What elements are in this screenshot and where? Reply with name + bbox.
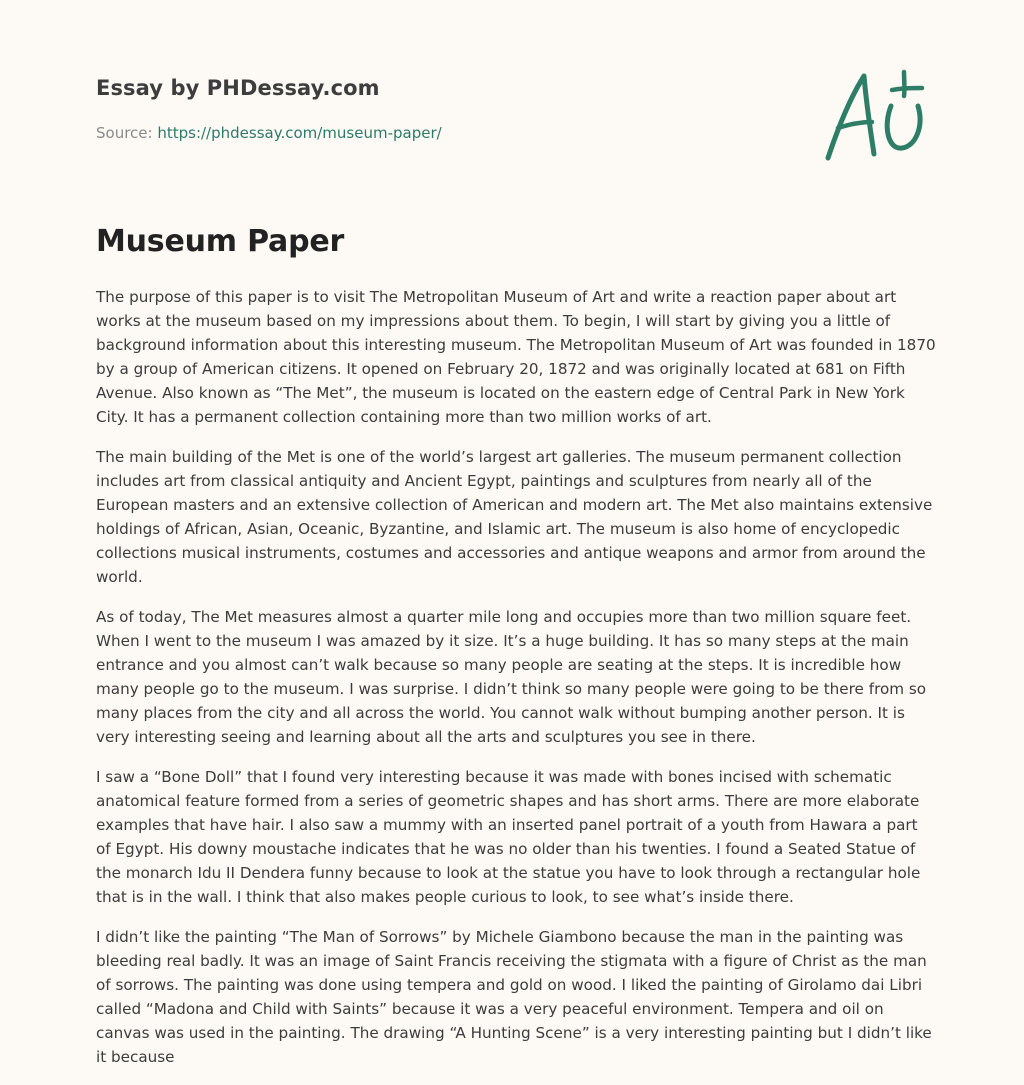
essay-paragraph: As of today, The Met measures almost a quarter mile long and occupies more than two million square feet. When I went to the museum I was amazed by it size. It’s a huge building. It has so many steps at the main entrance and you almost can’t walk because so many people are seating at the steps. It is incredible how many people go to the museum. I was surprise. I didn’t think so many people were going to be there from so many places from the city and all across the world. You cannot walk without bumping another person. It is very interesting seeing and learning about all the arts and sculptures you see in there. xyxy=(96,608,927,746)
essay-title: Museum Paper xyxy=(96,224,345,259)
essay-paragraph: The purpose of this paper is to visit The Metropolitan Museum of Art and write a reaction paper about art works at the museum based on my impressions about them. To begin, I will start by giving you a little of background information about this interesting museum. The Metropolitan Museum of Art was founded in 1870 by a group of American citizens. It opened on February 20, 1872 and was originally located at 681 on Fifth Avenue. Also known as “The Met”, the museum is located on the eastern edge of Central Park in New York City. It has a permanent collection containing more than two million works of art. xyxy=(96,288,936,426)
source-label: Source: xyxy=(96,124,158,142)
a-plus-grade-icon xyxy=(818,66,932,166)
source-link[interactable]: https://phdessay.com/museum-paper/ xyxy=(157,124,442,142)
essay-paragraph: I didn’t like the painting “The Man of Sorrows” by Michele Giambono because the man in the painting was bleeding real badly. It was an image of Saint Francis receiving the stigmata with a figure of Christ as the man of sorrows. The painting was done using tempera and gold on wood. I liked the painting of Girolamo dai Libri called “Madona and Child with Saints” because it was a very peaceful environment. Tempera and oil on canvas was used in the painting. The drawing “A Hunting Scene” is a very interesting painting but I didn’t like it because xyxy=(96,928,932,1066)
essay-paragraph: I saw a “Bone Doll” that I found very interesting because it was made with bones incised with schematic anatomical feature formed from a series of geometric shapes and has short arms. There are more elaborate examples that have hair. I also saw a mummy with an inserted panel portrait of a youth from Hawara a part of Egypt. His downy moustache indicates that he was no older than his twenties. I found a Seated Statue of the monarch Idu II Dendera funny because to look at the statue you have to look through a rectangular hole that is in the wall. I think that also makes people curious to look, to see what’s inside there. xyxy=(96,768,921,906)
source-line xyxy=(96,124,442,142)
essay-body xyxy=(96,285,936,1085)
site-title: Essay by PHDessay.com xyxy=(96,76,380,100)
essay-paragraph: The main building of the Met is one of the world’s largest art galleries. The museum permanent collection includes art from classical antiquity and Ancient Egypt, paintings and sculptures from nearly all of the European masters and an extensive collection of American and modern art. The Met also maintains extensive holdings of African, Asian, Oceanic, Byzantine, and Islamic art. The museum is also home of encyclopedic collections musical instruments, costumes and accessories and antique weapons and armor from around the world. xyxy=(96,448,933,586)
